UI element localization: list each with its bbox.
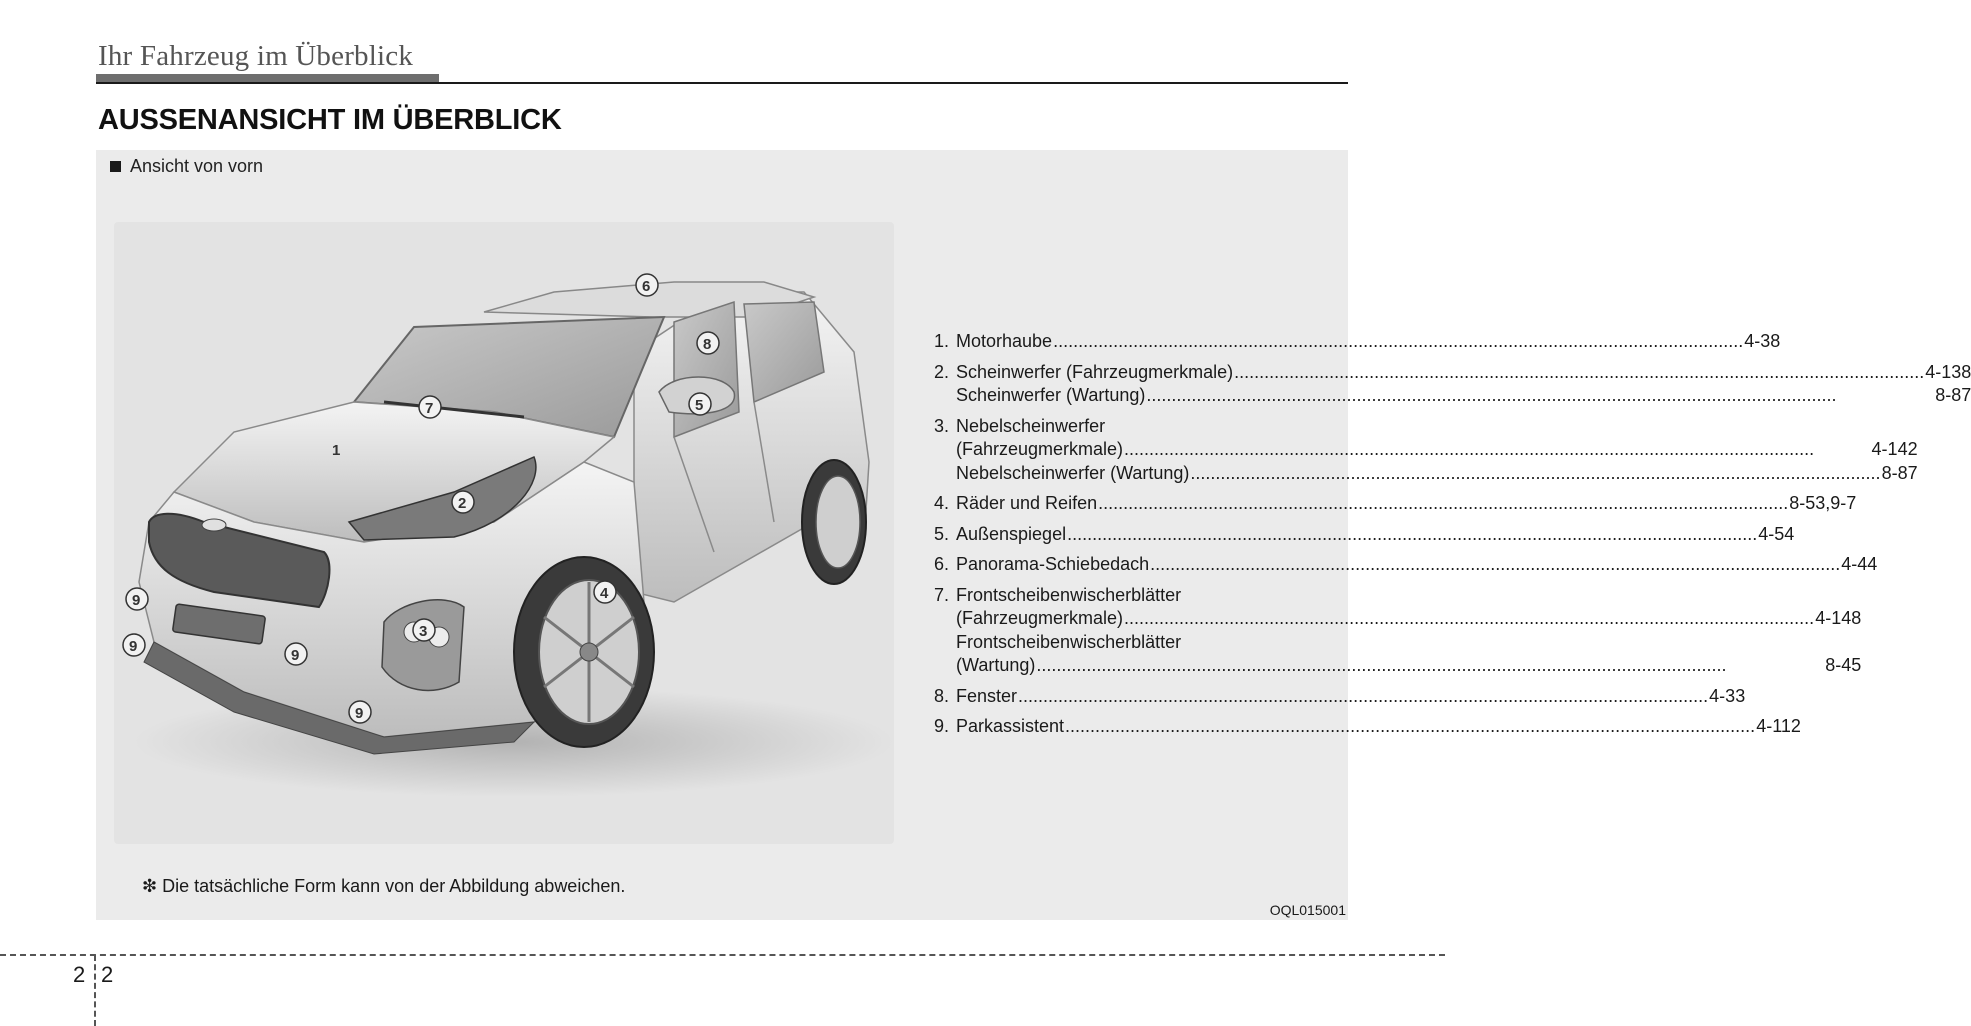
dot-leader [1065, 715, 1755, 739]
dot-leader [1053, 330, 1743, 354]
part-name: (Fahrzeugmerkmale) [956, 608, 1124, 628]
parts-list-item [934, 415, 1918, 486]
part-name: Außenspiegel [956, 523, 1067, 544]
part-line [956, 715, 1801, 739]
parts-list-item [934, 492, 1857, 516]
part-number: 7. [934, 584, 950, 605]
view-label-text: Ansicht von vorn [130, 156, 264, 176]
part-lines [956, 361, 1971, 408]
suv-front-view-image [114, 222, 894, 844]
callout-7: 7 [425, 400, 434, 417]
footer-chapter-number: 2 [73, 962, 86, 987]
part-line [956, 523, 1794, 547]
part-name: (Wartung) [956, 655, 1036, 675]
callout-4: 4 [600, 585, 609, 602]
page-reference: 4-142 [1871, 439, 1918, 459]
parts-list-item [934, 715, 1801, 739]
header-rule-thin [96, 82, 1348, 84]
dot-leader [1234, 361, 1924, 385]
chapter-title: Ihr Fahrzeug im Überblick [98, 40, 414, 72]
dot-leader [1036, 654, 1824, 678]
part-lines [956, 553, 1877, 577]
footer-dashed-rule [0, 954, 1445, 956]
part-line [956, 685, 1745, 709]
page-reference: 4-148 [1815, 608, 1862, 628]
footer-page-number: 2 [101, 962, 114, 987]
callout-1: 1 [332, 442, 341, 459]
parts-list-item [934, 685, 1746, 709]
parts-list-item [934, 330, 1781, 354]
page-reference: 4-112 [1756, 716, 1801, 736]
part-line [956, 654, 1861, 678]
square-bullet-icon [110, 161, 121, 172]
part-lines [956, 584, 1861, 678]
part-line [956, 553, 1877, 577]
page-reference: 4-54 [1758, 523, 1795, 544]
part-line [956, 330, 1780, 354]
part-number: 1. [934, 331, 950, 351]
callout-9b: 9 [129, 638, 138, 655]
vehicle-illustration [114, 222, 894, 844]
part-lines [956, 715, 1801, 739]
dot-leader [1190, 462, 1880, 486]
callout-9a: 9 [132, 592, 141, 609]
part-name: Scheinwerfer (Fahrzeugmerkmale) [956, 361, 1234, 382]
dot-leader [1124, 607, 1814, 631]
part-name: Nebelscheinwerfer (Wartung) [956, 462, 1190, 483]
part-number: 8. [934, 685, 950, 706]
part-name: Parkassistent [956, 716, 1065, 736]
callout-9d: 9 [355, 705, 364, 722]
page-reference: 4-38 [1744, 331, 1781, 351]
part-name: Panorama-Schiebedach [956, 554, 1150, 574]
parts-list-item [934, 361, 1971, 408]
part-number: 6. [934, 554, 950, 574]
parts-list-item [934, 553, 1878, 577]
page-reference: 4-44 [1841, 554, 1878, 574]
page-reference: 8-45 [1825, 655, 1862, 675]
part-name: Motorhaube [956, 331, 1053, 351]
section-heading: AUSSENANSICHT IM ÜBERBLICK [98, 104, 562, 136]
part-number: 3. [934, 415, 950, 436]
part-lines [956, 685, 1745, 709]
callout-9c: 9 [291, 647, 300, 664]
image-code: OQL015001 [1269, 902, 1346, 918]
callout-3: 3 [419, 623, 428, 640]
part-name: Fenster [956, 685, 1018, 706]
page-reference: 4-138 [1925, 361, 1971, 382]
part-line [956, 384, 1971, 408]
part-number: 9. [934, 716, 950, 736]
dot-leader [1150, 553, 1840, 577]
part-lines [956, 523, 1794, 547]
callout-6: 6 [642, 278, 651, 295]
part-line [956, 607, 1861, 631]
exterior-overview-panel [96, 150, 1971, 920]
part-line [956, 462, 1918, 486]
page-reference: 4-33 [1709, 685, 1746, 706]
dot-leader [1124, 438, 1871, 462]
part-name: (Fahrzeugmerkmale) [956, 439, 1124, 459]
part-lines [956, 415, 1918, 486]
part-number: 4. [934, 493, 950, 513]
part-name: Frontscheibenwischerblätter [956, 631, 1182, 652]
disclaimer-note: ❇ Die tatsächliche Form kann von der Abbildung abweichen. [142, 876, 626, 896]
page-reference: 8-87 [1935, 385, 1971, 405]
callout-8: 8 [703, 336, 712, 353]
part-line [956, 438, 1918, 462]
parts-list-item [934, 523, 1795, 547]
part-number: 2. [934, 361, 950, 382]
parts-list [934, 330, 1971, 746]
part-line [956, 415, 1918, 439]
part-line [956, 584, 1861, 608]
part-number: 5. [934, 523, 950, 544]
dot-leader [1018, 685, 1708, 709]
part-name: Scheinwerfer (Wartung) [956, 385, 1146, 405]
part-name: Frontscheibenwischerblätter [956, 584, 1182, 605]
view-label [110, 156, 263, 177]
parts-list-item [934, 584, 1862, 678]
part-name: Räder und Reifen [956, 493, 1098, 513]
part-line [956, 492, 1856, 516]
dot-leader [1098, 492, 1788, 516]
callout-5: 5 [695, 397, 704, 414]
part-lines [956, 330, 1780, 354]
part-name: Nebelscheinwerfer [956, 415, 1106, 436]
dot-leader [1067, 523, 1757, 547]
part-line [956, 631, 1861, 655]
part-lines [956, 492, 1856, 516]
callout-2: 2 [458, 495, 467, 512]
footer-dashed-divider [94, 955, 96, 1026]
page-reference: 8-87 [1881, 462, 1918, 483]
dot-leader [1146, 384, 1934, 408]
part-line [956, 361, 1971, 385]
page-reference: 8-53,9-7 [1789, 493, 1857, 513]
